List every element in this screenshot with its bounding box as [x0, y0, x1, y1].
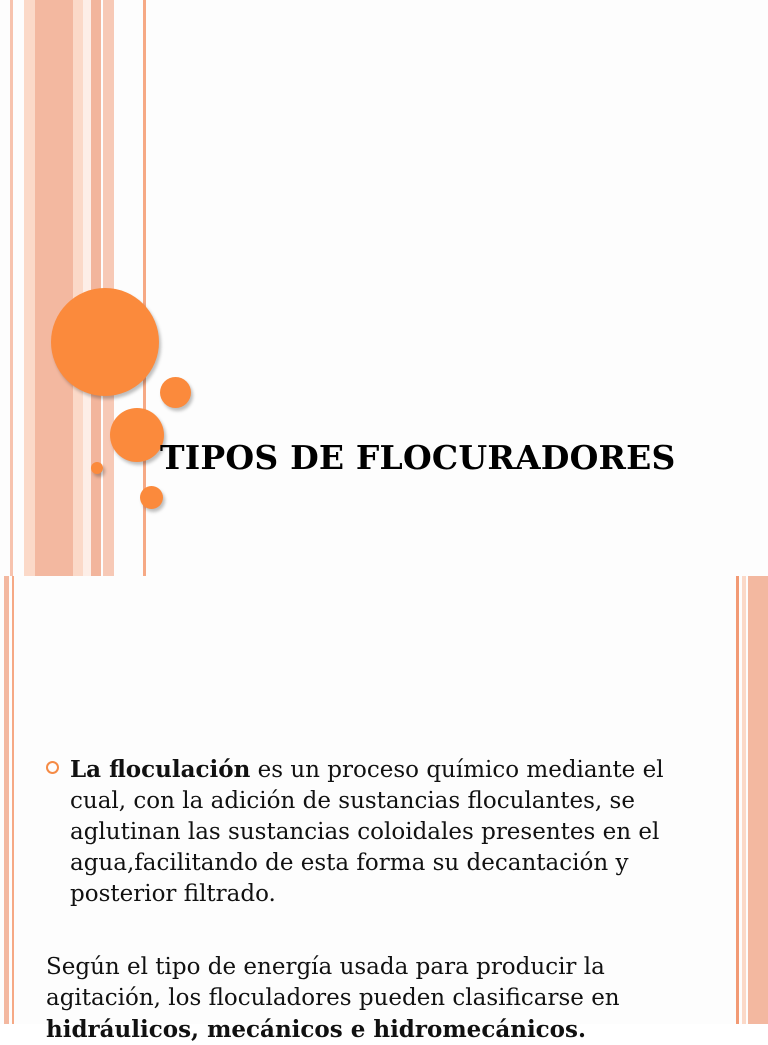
bullet-text — [70, 754, 686, 910]
bullet-item — [46, 754, 686, 910]
stripe-right-light — [742, 576, 746, 1024]
stripe-gap — [83, 0, 91, 576]
stripe-left-edge — [4, 576, 9, 1024]
stripe-wide-dark — [35, 0, 73, 576]
stripe-light — [73, 0, 83, 576]
bullet-bold-lead: La floculación — [70, 756, 251, 783]
medium-circle-shape — [110, 408, 164, 462]
stripe-left-line — [12, 576, 14, 1024]
small-circle-shape — [160, 377, 191, 408]
large-circle-shape — [51, 288, 159, 396]
stripe-edge — [10, 0, 13, 576]
cut-off-line: hidráulicos, mecánicos e hidromecánicos. — [46, 1016, 586, 1043]
slide-title: TIPOS DE FLOCURADORES — [160, 438, 676, 477]
stripe-right-dark — [748, 576, 768, 1024]
small-circle-shape-2 — [140, 486, 163, 509]
tiny-circle-shape — [91, 462, 103, 474]
content-slide — [0, 576, 768, 1043]
bullet-body: es un proceso químico mediante el cual, con la adición de sustancias floculantes, se aglutinan las sustancias coloidales presentes en el agua,facilitando de esta forma su decantación y posterior filtrado. — [70, 757, 664, 907]
stripe-wide-light — [24, 0, 35, 576]
stripe-right-line — [736, 576, 739, 1024]
circle-bullet-icon — [46, 761, 59, 774]
energy-paragraph: Según el tipo de energía usada para producir la agitación, los floculadores pueden clasificarse en — [46, 954, 620, 1011]
